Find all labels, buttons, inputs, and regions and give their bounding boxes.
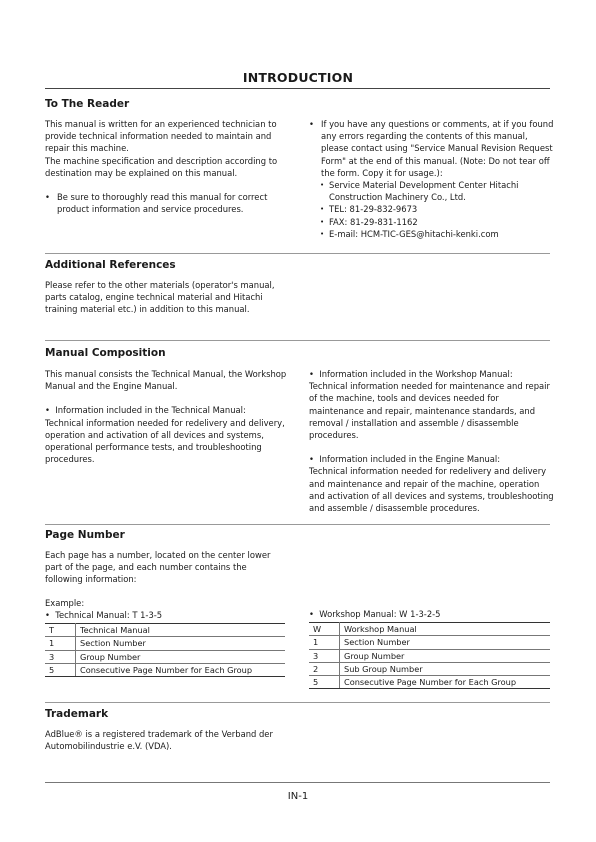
- page-title: INTRODUCTION: [242, 70, 354, 85]
- bullet-icon: •: [45, 405, 50, 416]
- bullet-icon: •: [45, 192, 50, 203]
- trademark-text: AdBlue® is a registered trademark of the Verband der Automobilindustrie e.V. (VDA).: [45, 729, 273, 752]
- section-divider: [45, 702, 550, 703]
- reader-bullet-text: Be sure to thoroughly read this manual for correct product information and service procedures.: [57, 192, 268, 215]
- table-row: W Workshop Manual: [309, 623, 550, 636]
- workshop-example-label: • Workshop Manual: W 1-3-2-5: [309, 609, 441, 619]
- sub-bullet-icon: •: [320, 217, 325, 226]
- bullet-icon: •: [309, 454, 314, 465]
- bullet-icon: •: [309, 609, 314, 619]
- heading-trademark: Trademark: [45, 708, 109, 720]
- heading-additional-references: Additional References: [45, 259, 176, 271]
- table-row: 5 Consecutive Page Number for Each Group: [45, 663, 285, 676]
- reader-paragraph-2: The machine specification and description according to destination may be explained on this manual.: [45, 155, 278, 178]
- technical-page-table: [45, 623, 285, 677]
- contact-email: E-mail: HCM-TIC-GES@hitachi-kenki.com: [329, 228, 499, 239]
- contact-bullet-item: [309, 118, 554, 179]
- contact-item: [309, 179, 554, 203]
- workshop-manual-title: • Information included in the Workshop Manual:: [309, 369, 513, 379]
- technical-example-block: [45, 597, 287, 621]
- example-label: Example:: [45, 598, 85, 608]
- table-row: 3 Group Number: [309, 649, 550, 662]
- references-column: [45, 279, 285, 316]
- engine-manual-text: Technical information needed for redelivery and delivery and maintenance and repair of the machine, operation and activation of all devices and systems, troubleshooting and assemble / disassemble procedures.: [309, 466, 554, 514]
- bullet-icon: •: [309, 369, 314, 379]
- reader-left-column: [45, 118, 285, 215]
- table-row: 5 Consecutive Page Number for Each Group: [309, 676, 550, 689]
- composition-intro: This manual consists the Technical Manual, the Workshop Manual and the Engine Manual.: [45, 369, 287, 392]
- engine-manual-title: • Information included in the Engine Manual:: [309, 454, 501, 465]
- technical-manual-text: Technical information needed for redelivery and delivery, operation and activation of all devices and systems, operational performance tests, and troubleshooting procedures.: [45, 417, 285, 465]
- contact-item: [309, 203, 554, 215]
- contact-bullet-text: If you have any questions or comments, at if you found any errors regarding the contents of this manual, please contact using "Service Manual Revision Request Form" at the end of this manual. (Note: Do not tear off the form. Copy it for usage.):: [321, 119, 554, 178]
- contact-fax: FAX: 81-29-831-1162: [329, 216, 418, 227]
- contact-tel: TEL: 81-29-832-9673: [329, 204, 418, 215]
- contact-text: Service Material Development Center Hitachi Construction Machinery Co., Ltd.: [329, 180, 519, 203]
- section-divider: [45, 340, 550, 341]
- footer-rule: [45, 782, 550, 783]
- table-row: 3 Group Number: [45, 650, 285, 663]
- workshop-example-block: [309, 608, 554, 620]
- heading-manual-composition: Manual Composition: [45, 347, 166, 359]
- title-rule: [45, 88, 550, 89]
- contact-item: [309, 228, 554, 240]
- bullet-icon: •: [309, 119, 314, 129]
- section-divider: [45, 253, 550, 254]
- composition-left-column: [45, 368, 287, 465]
- sub-bullet-icon: •: [320, 205, 325, 214]
- table-row: 1 Section Number: [309, 636, 550, 649]
- page-number-text: Each page has a number, located on the center lower part of the page, and each number contains the following information:: [45, 550, 271, 585]
- references-text: Please refer to the other materials (operator's manual, parts catalog, engine technical material and Hitachi training material etc.) in addition to this manual.: [45, 280, 275, 315]
- sub-bullet-icon: •: [320, 229, 325, 238]
- contact-item: [309, 216, 554, 228]
- section-divider: [45, 524, 550, 525]
- reader-right-column: [309, 118, 554, 240]
- bullet-icon: •: [45, 610, 50, 621]
- reader-bullet-item: [45, 191, 285, 215]
- heading-page-number: Page Number: [45, 529, 125, 541]
- table-row: 1 Section Number: [45, 637, 285, 650]
- table-row: 2 Sub Group Number: [309, 662, 550, 675]
- sub-bullet-icon: •: [320, 181, 325, 190]
- reader-paragraph-1: This manual is written for an experienced technician to provide technical information needed to maintain and repair this machine.: [45, 119, 277, 154]
- technical-manual-title: • Information included in the Technical Manual:: [45, 405, 246, 416]
- table-row: T Technical Manual: [45, 624, 285, 637]
- technical-example-label: • Technical Manual: T 1-3-5: [45, 610, 163, 621]
- workshop-manual-text: Technical information needed for maintenance and repair of the machine, tools and devices needed for maintenance and repair, maintenance standards, and removal / installation and assemble / disassemble procedures.: [309, 381, 550, 441]
- composition-right-column: [309, 368, 554, 514]
- heading-to-the-reader: To The Reader: [45, 98, 130, 110]
- workshop-page-table: [309, 622, 550, 689]
- page-number-column: [45, 549, 287, 586]
- trademark-column: [45, 728, 285, 752]
- page-number-label: IN-1: [287, 791, 309, 802]
